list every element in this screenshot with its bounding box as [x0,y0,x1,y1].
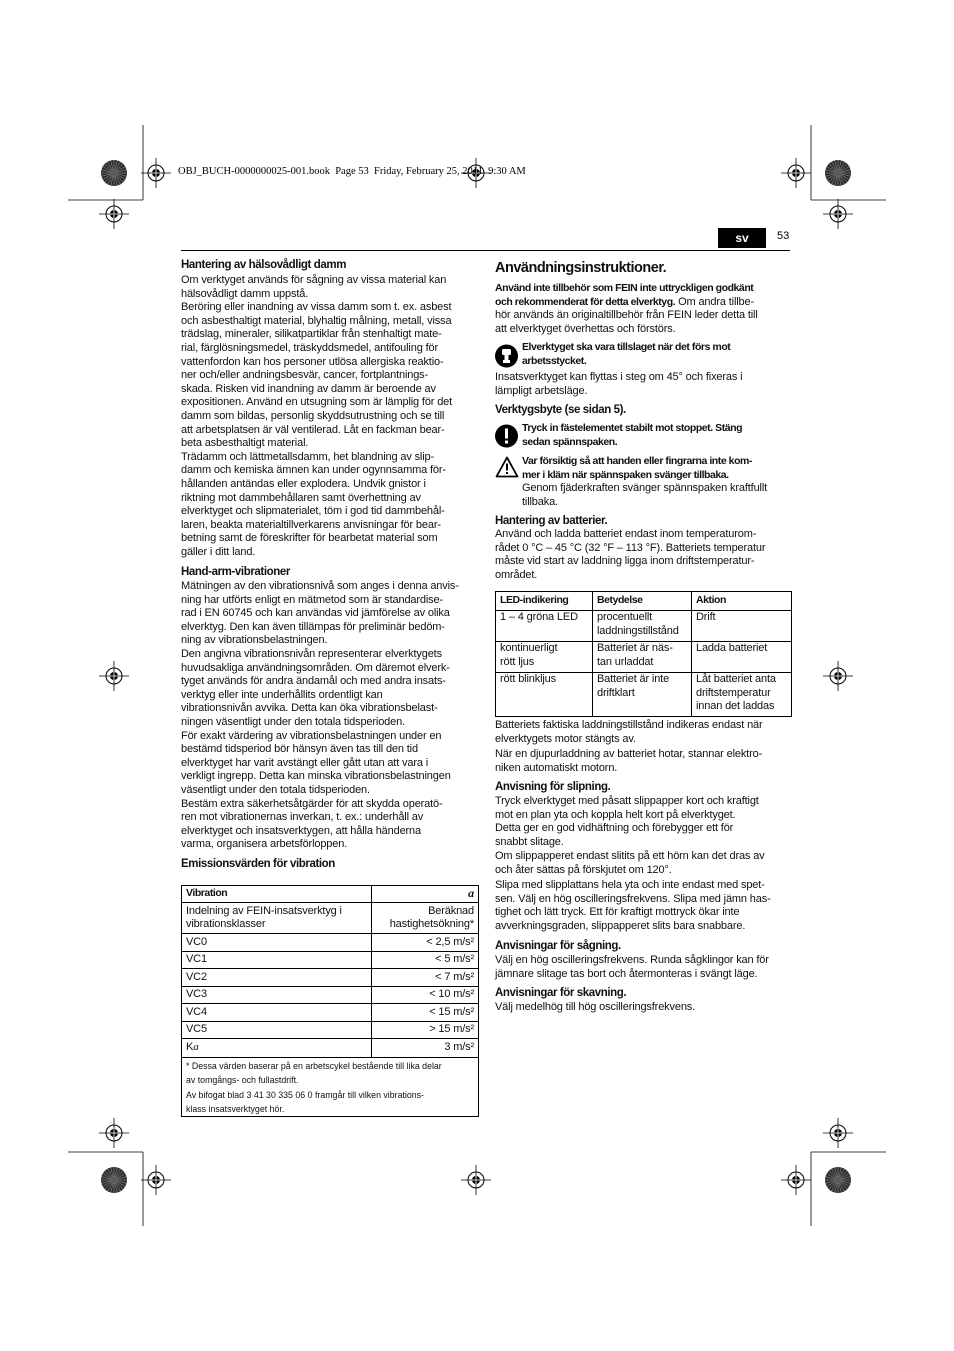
section-heading: Hantering av batterier. [495,515,608,527]
table-row [182,969,479,987]
print-file-info: OBJ_BUCH-0000000025-001.book Page 53 Friday, February 25, 2011 9:30 AM [178,166,526,177]
section-heading: Anvisningar för sågning. [495,940,621,952]
registration-mark [823,199,853,229]
text-line: elverktyg. Den kan även tillämpas för preliminär bedöm- [181,620,445,633]
text-line: elverktyget och slipmaterialet, töm i god tid dammbehål- [181,505,445,518]
vibration-value: < 10 m/s² [372,987,479,1004]
text-line-bold: Var försiktig så att handen eller fingrarna inte kom- [522,455,752,467]
text-line: att elverktyget överhettas och förstörs. [495,322,676,335]
table-row [496,673,792,717]
battery-led-table [495,591,792,717]
text-line: Trädamm och lättmetallsdamm, het blandning av slip- [181,450,434,463]
tool-change-heading-block [495,403,626,417]
color-rosette-mark [101,1167,127,1193]
uncertainty-a: a [193,1041,199,1054]
text-line-bold: Elverktyget ska vara tillslaget när det förs mot [522,341,731,353]
table-row [182,952,479,969]
text-line: Genom fjäderkraften svänger spännspaken kraftfullt [522,482,768,495]
led-cell [496,611,593,642]
sanding-paragraph-2 [495,850,765,877]
text-line: riktning mot dammbehållaren samt överhettning av [181,491,421,504]
vibration-value: < 15 m/s² [372,1004,479,1022]
text-line: och åter sättas på förskjutet om 120°. [495,863,672,876]
cell-line: Ladda batteriet [696,642,768,654]
vibration-value: < 5 m/s² [372,952,479,969]
text-line: Mätningen av den vibrationsnivå som anges i denna anvis- [181,580,459,592]
usage-title-block [495,259,666,277]
action-cell [692,673,792,717]
text-line: betning samt de föreskrifter för bearbetat material som [181,532,438,545]
text-line: hör används än originaltillbehör från FEIN leder detta till [495,309,758,322]
text-line: laren, beakta materialtillverkarens anvisningar för bear- [181,518,441,531]
registration-mark [99,199,129,229]
section-heading: Hantering av hälsovådligt damm [181,259,347,271]
text-line-bold: Använd inte tillbehör som FEIN inte uttryckligen godkänt [495,282,754,294]
section-heading: Anvisningar för skavning. [495,987,627,999]
cell-line: kontinuerligt [500,642,558,654]
note-press-fixing [522,422,742,449]
note-switch-on [522,341,730,368]
text-line: Bestäm extra säkerhetsåtgärder för att skydda operatö- [181,797,443,810]
sanding-paragraph-1 [495,795,759,849]
vibration-class: VC0 [182,934,372,952]
text-line: varma, organisera arbetsförloppen. [181,838,348,851]
exclamation-mandatory-icon [495,424,518,448]
meaning-cell [593,673,692,717]
vibration-value: < 2,5 m/s² [372,934,479,952]
registration-mark [781,158,811,188]
text-line: tyget används för andra ändamål och med andra insats- [181,675,446,688]
sawing-heading-block [495,939,621,953]
text-line: Om slippapperet endast slitits på ett hörn kan det dras av [495,850,765,862]
vibration-class: VC5 [182,1022,372,1039]
warning-clamping [522,455,767,509]
sawing-paragraph [495,954,769,981]
text-line: trädslag, mineraler, silikatpartiklar från stenhaltigt mate- [181,328,442,341]
vibration-value: > 15 m/s² [372,1022,479,1039]
usage-intro [495,282,758,336]
cell-line: driftklart [597,686,635,699]
cell-line: Batteriet är näs- [597,642,673,654]
text-line: att arbetsplatsen är väl ventilerad. Låt en fackman bear- [181,423,445,436]
footnote-line: Av bifogat blad 3 41 30 335 06 0 framgår till vilken vibrations- [186,1089,424,1100]
text-line: jämnare slitage tas bort och återmonteras i svängt läge. [495,967,758,980]
text-line: damm och kemiska ämnen kan under ogynnsamma för- [181,464,446,477]
table-header-row [182,886,479,903]
text-line: huvudsakliga användningsområden. Om däremot elverk- [181,661,450,674]
column-header-a: a [372,886,479,903]
text-line: och asbesthaltigt material, blyhaltig målning, metall, vissa [181,314,452,327]
vibration-class: VC3 [182,987,372,1004]
text-line: snabbt slitage. [495,835,564,848]
text-line: ren mot vibrationernas inverkan, t. ex.: underhåll av [181,811,424,824]
cell-line: 1 – 4 gröna LED [500,611,578,623]
text-line: mot en plan yta och koppla helt kort på elverktyget. [495,808,736,821]
text-line: hållanden antändas eller explodera. Undvik gnistor i [181,477,426,490]
cell-line: innan det laddas [696,700,775,713]
page-title: Användningsinstruktioner. [495,260,667,276]
text-line-mixed [495,296,758,310]
text-line-bold: sedan spännspaken. [522,435,618,448]
section-heading: Anvisning för slipning. [495,781,611,793]
battery-note-1 [495,719,763,746]
text-line: rådet 0 °C – 45 °C (32 °F – 113 °F). Batteriets temperatur [495,541,766,554]
column-header-led: LED-indikering [496,592,593,611]
text-line: beta asbesthaltigt material. [181,437,309,450]
text-line: damm som bildas, personlig skyddsutrustning och se till [181,409,445,422]
uncertainty-label-cell [182,1039,372,1058]
section-heading: Verktygsbyte (se sidan 5). [495,404,626,416]
battery-paragraph [495,528,765,582]
text-line: området. [495,568,538,581]
vibration-emission-table [181,885,479,1117]
text-line: verktyg eller inte underhållits ordentligt kan [181,688,383,701]
text-line: Använd och ladda batteriet endast inom temperaturom- [495,528,757,540]
section-hand-arm-heading-block [181,565,290,579]
sanding-heading-block [495,780,610,794]
registration-mark [141,158,171,188]
page-number: 53 [777,230,790,242]
table-row [496,611,792,642]
text-line: När en djupurladdning av batteriet hotar, stannar elektro- [495,748,763,760]
vibration-class: VC2 [182,969,372,987]
language-badge: sv [718,228,766,248]
cell-line: driftstemperatur [696,686,771,699]
vibration-class: VC1 [182,952,372,969]
text-line: Insatsverktyget kan flyttas i steg om 45° och fixeras i [495,371,743,383]
column-header-vibration: Vibration [182,886,372,903]
text-line: expositionen. Använd en utsugning som är lämplig för det [181,396,453,409]
sanding-paragraph-3 [495,879,771,933]
text-line: lämpligt arbetsläge. [495,384,588,397]
cell-line: rött ljus [500,655,535,668]
text-line: elverktyget och insatsverktygen, att hålla händerna [181,824,421,837]
text-line: bestämd tidsperiod bör hänsyn även tas till den tid [181,743,418,756]
column-header-meaning: Betydelse [593,592,692,611]
text-line-bold: mer i kläm när spännspaken svänger tillbaka. [522,468,729,481]
footnote-line: * Dessa värden baserar på en arbetscykel bestående till lika delar [186,1061,442,1071]
section-heading: Hand-arm-vibrationer [181,566,290,578]
action-cell [692,642,792,673]
text-line: Detta ger en god vidhäftning och förebygger ett för [495,822,734,835]
text-line: gäller i ditt land. [181,545,256,558]
text-line: Den angivna vibrationsnivån representerar elverktygets [181,647,442,660]
value-label-line: hastighetsökning* [389,918,474,930]
table-row [496,642,792,673]
text-bold: och rekommenderat för detta elverktyg. [495,295,676,308]
class-label-cell [182,903,372,934]
header-rule [181,250,790,251]
registration-mark [99,1118,129,1148]
text-line: rad i EN 60745 och kan användas vid jämförelse av olika [181,607,450,620]
meaning-cell [593,642,692,673]
text-line: vibrationsnivån avvika. Detta kan öka vibrationsbelast- [181,702,438,715]
text-line: väsentligt under den totala tidsperioden. [181,783,370,796]
table-row [182,934,479,952]
section-heading: Emissionsvärden för vibration [181,858,335,870]
registration-mark [781,1165,811,1195]
color-rosette-mark [825,1167,851,1193]
value-label-cell [372,903,479,934]
footnote-line: av tomgångs- och fullastdrift. [186,1075,299,1086]
battery-note-2 [495,748,762,775]
text-line: verkligt ingrepp. Detta kan minska vibrationsbelastningen [181,770,451,783]
text-line: tighet och lätt tryck. Ett för kraftigt mottryck ökar inte [495,906,740,919]
table-subheader-row [182,903,479,934]
text-line: ner och/eller andningsbesvär, cancer, fortplantnings- [181,369,429,382]
table-footnote-row [182,1058,479,1117]
registration-mark [99,661,129,691]
meaning-cell [593,611,692,642]
text-line: hälsovådligt damm uppstå. [181,287,309,300]
scraping-paragraph [495,1001,695,1015]
class-label-line: vibrationsklasser [186,918,266,930]
text-line: rial, färglösningsmedel, träskyddsmedel, antifouling för [181,341,438,354]
section-hand-arm-body [181,580,459,852]
registration-mark [141,1165,171,1195]
text-line: Batteriets faktiska laddningstillstånd indikeras endast när [495,719,763,731]
section-health-dust-heading-block [181,258,346,272]
text-line: sen. Välj en hög oscilleringsfrekvens. Slipa med jämn has- [495,892,771,905]
action-cell [692,611,792,642]
cell-line: Låt batteriet anta [696,673,776,685]
tool-angle-paragraph [495,371,742,398]
footnote-line: klass insatsverktyget hör. [186,1103,285,1114]
table-header-row [496,592,792,611]
text-line-bold: arbetsstycket. [522,354,587,367]
vibration-class: VC4 [182,1004,372,1022]
section-health-dust-body [181,274,452,559]
text-line: avverkningsgraden, slippapperet slits bara snabbare. [495,919,746,932]
cell-line: laddningstillstånd [597,624,679,637]
cell-line: procentuellt [597,611,653,623]
text-line: Slipa med slipplattans hela yta och inte endast med spet- [495,879,765,891]
table-row [182,1022,479,1039]
color-rosette-mark [825,160,851,186]
text-line: tillbaka. [522,495,558,508]
text-line: ning har utförts enligt en mätmetod som är standardise- [181,593,443,606]
table-row [182,987,479,1004]
text-line: niken automatiskt motorn. [495,761,618,774]
mandatory-action-icon [495,343,518,369]
text-line: skada. Risken vid inandning av damm är beroende av [181,382,436,395]
text-line: ning av vibrationsbelastningen. [181,634,328,647]
uncertainty-k: K [186,1041,194,1054]
text-line: Välj en hög oscilleringsfrekvens. Runda sågklingor kan för [495,954,769,966]
led-cell [496,642,593,673]
uncertainty-value: 3 m/s² [372,1039,479,1058]
section-emission-heading-block [181,857,335,871]
table-footnote [182,1058,479,1117]
cell-line: tan urladdat [597,655,654,668]
text-line: vattenfordon kan hos personer utlösa allergiska reaktio- [181,355,444,368]
registration-mark [823,661,853,691]
vibration-value: < 7 m/s² [372,969,479,987]
cell-line: rött blinkljus [500,673,556,685]
text-line: Om verktyget används för sågning av vissa material kan [181,274,447,286]
text-line: elverktyget har varit avstängt eller gått utan att vara i [181,756,429,769]
class-label-line: Indelning av FEIN-insatsverktyg i [186,905,342,917]
text-line: Välj medelhög till hög oscilleringsfrekvens. [495,1001,696,1013]
cell-line: Drift [696,611,716,623]
battery-heading-block [495,514,607,528]
color-rosette-mark [101,160,127,186]
registration-mark [823,1118,853,1148]
led-cell [496,673,593,717]
text-line: ningen väsentligt under den totala tidsperioden. [181,715,405,728]
scraping-heading-block [495,986,626,1000]
text-line: elverktygets motor stängts av. [495,732,636,745]
value-label-line: Beräknad [428,905,474,917]
text-normal: Om andra tillbe- [678,295,754,308]
text-line: Beröring eller inandning av vissa damm som t. ex. asbest [181,301,452,314]
table-row [182,1039,479,1058]
table-row [182,1004,479,1022]
text-line: måste vid start av laddning ligga inom driftstemperatur- [495,555,755,568]
text-line: För exakt värdering av vibrationsbelastningen under en [181,729,442,742]
cell-line: Batteriet är inte [597,673,670,685]
text-line: Tryck elverktyget med påsatt slippapper kort och kraftigt [495,795,759,807]
warning-triangle-icon [495,456,519,478]
text-line-bold: Tryck in fästelementet stabilt mot stoppet. Stäng [522,422,743,434]
registration-mark [461,1165,491,1195]
column-header-action: Aktion [692,592,792,611]
